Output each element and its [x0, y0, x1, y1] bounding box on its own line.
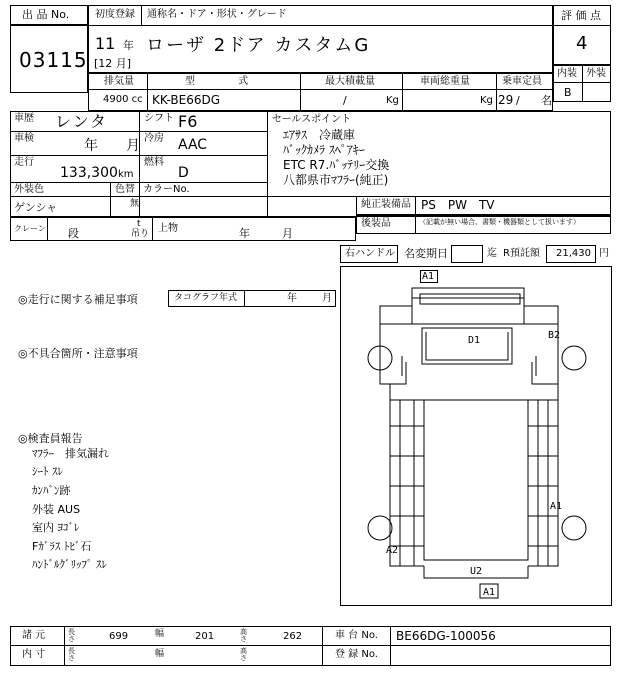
- inspection-value: 年 月: [84, 138, 140, 154]
- in-width-label: 幅: [155, 649, 165, 659]
- registration-label: 登 録 No.: [335, 649, 378, 660]
- interior-label: 内装: [557, 68, 577, 79]
- model-value: KK-BE66DG: [152, 93, 221, 107]
- footer-hdiv: [10, 645, 611, 646]
- first-reg-month: [12 月]: [94, 57, 132, 70]
- driving-notes-label: ◎走行に関する補足事項: [18, 293, 138, 306]
- name-divider: [88, 25, 553, 26]
- color-value: ゲンシャ: [14, 201, 58, 214]
- fuel-label: 燃料: [144, 157, 164, 168]
- mark-d1: D1: [468, 335, 481, 346]
- rear-left-wheel: [368, 516, 392, 540]
- chassis-value: BE66DG-100056: [396, 629, 496, 643]
- mark-a2: A2: [386, 545, 399, 556]
- ac-value: AAC: [178, 137, 208, 153]
- lot-number: 03115: [19, 48, 88, 72]
- first-reg-year: 11: [95, 34, 116, 53]
- recycle-label: R預託額: [503, 248, 540, 259]
- sub-score-vdivider: [582, 65, 583, 102]
- side-panels: [390, 384, 558, 566]
- lot-label: 出 品 No.: [22, 8, 70, 21]
- shift-value: F6: [178, 112, 198, 131]
- capacity-sep: /: [516, 94, 520, 107]
- upper-month: 月: [282, 227, 293, 240]
- tacho-month: 月: [322, 293, 332, 304]
- footer-vdiv-2: [322, 626, 323, 666]
- crane-row: [10, 217, 356, 241]
- inspector-item-6: Fｶﾞﾗｽ ﾄﾋﾞ石: [32, 540, 92, 553]
- sales-point-1: ｴｱｻｽ 冷蔵庫: [283, 128, 356, 142]
- exterior-label: 外装: [586, 68, 606, 79]
- score-label: 評 価 点: [561, 9, 601, 22]
- front-pillars: [412, 306, 524, 324]
- mileage-label: 走行: [14, 157, 34, 168]
- details-hdiv-1: [10, 131, 267, 132]
- width-label: 幅: [155, 629, 165, 639]
- spec-vdiv-1: [147, 73, 148, 111]
- name-label: 通称名・ドア・形状・グレード: [147, 9, 287, 20]
- length-label: 長さ: [68, 628, 75, 643]
- height-value: 262: [283, 631, 303, 642]
- footer-vdiv-1: [64, 626, 65, 666]
- crane-lift-t: t: [137, 219, 141, 229]
- capacity-value: 29: [498, 93, 514, 107]
- color-vdiv2: [139, 182, 140, 217]
- front-body-outline: [380, 298, 558, 324]
- spec-vdiv-4: [496, 73, 497, 111]
- front-grille: [420, 294, 520, 304]
- score-divider: [553, 25, 611, 26]
- mileage-value: 133,300: [60, 165, 118, 181]
- rear-right-wheel: [562, 516, 586, 540]
- chassis-label: 車 台 No.: [335, 630, 378, 641]
- details-hdiv-2: [10, 155, 267, 156]
- windshield: [422, 328, 512, 364]
- interior-score: B: [564, 86, 572, 99]
- fuel-value: D: [178, 165, 189, 181]
- sales-point-2: ﾊﾞｯｸｶﾒﾗ ｽﾍﾟｱｷｰ: [283, 143, 365, 157]
- mark-a1-front: A1: [422, 271, 435, 282]
- first-reg-label: 初度登録: [95, 9, 135, 20]
- aftermarket-label: 後装品: [361, 218, 391, 229]
- color-vdiv: [110, 182, 111, 217]
- tacho-vdiv: [244, 290, 245, 307]
- footer-vdiv-3: [390, 626, 391, 666]
- genuine-label: 純正装備品: [361, 199, 411, 210]
- inspector-label: ◎検査員報告: [18, 432, 83, 445]
- color-change-label: 色替: [115, 184, 135, 195]
- sales-points-label: セールスポイント: [272, 114, 352, 125]
- inspector-item-5: 室内 ﾖｺﾞﾚ: [32, 521, 80, 534]
- inspector-item-4: 外装 AUS: [32, 503, 81, 516]
- gross-weight-label: 車両総重量: [420, 76, 470, 87]
- ac-label: 冷房: [144, 133, 164, 144]
- history-label: 車歴: [14, 113, 34, 124]
- crane-stage: 段: [68, 227, 79, 240]
- model-name: ローザ 2ドア カスタムG: [146, 35, 371, 56]
- mark-u2: U2: [470, 566, 483, 577]
- color-change-mark: 無: [130, 199, 140, 209]
- score-value: 4: [576, 33, 588, 54]
- crane-label: クレーン: [14, 224, 46, 233]
- odometer-mark: 迄: [487, 248, 497, 259]
- defects-label: ◎不具合箇所・注意事項: [18, 347, 138, 360]
- name-change-label: 名変期日: [404, 247, 448, 260]
- roof-panel: [424, 400, 528, 560]
- side-stripes: [400, 400, 548, 566]
- sales-point-4: 八都県市ﾏﾌﾗｰ(純正): [283, 173, 389, 187]
- recycle-unit: 円: [599, 248, 609, 259]
- mark-a1-side: A1: [550, 501, 563, 512]
- tacho-year: 年: [287, 293, 297, 304]
- inspection-label: 車検: [14, 133, 34, 144]
- name-change-box: [451, 245, 483, 263]
- details-vdiv-right: [267, 111, 268, 217]
- front-bumper: [412, 288, 524, 298]
- displacement-value: 4900 cc: [103, 94, 143, 105]
- crane-vdiv2: [152, 217, 153, 241]
- max-load-unit: Kg: [386, 95, 399, 106]
- drive-side-label: 右ハンドル: [345, 248, 395, 259]
- inspector-item-2: ｼｰﾄ ｽﾚ: [32, 465, 63, 478]
- crane-vdiv: [47, 217, 48, 241]
- first-reg-divider: [141, 5, 142, 25]
- in-height-label: 高さ: [240, 647, 247, 662]
- inspector-item-7: ﾊﾝﾄﾞﾙｸﾞﾘｯﾌﾟ ｽﾚ: [32, 558, 107, 571]
- in-length-label: 長さ: [68, 647, 75, 662]
- history-value: レンタ: [55, 112, 108, 131]
- color-no-label: カラーNo.: [143, 184, 190, 195]
- front-sides: [380, 324, 561, 384]
- specs-label: 諸 元: [22, 630, 46, 641]
- footer-table: [10, 626, 611, 666]
- tacho-label: タコグラフ年式: [174, 293, 238, 303]
- displacement-label: 排気量: [104, 76, 134, 87]
- interior-dims-label: 内 寸: [22, 649, 46, 660]
- year-unit: 年: [123, 39, 134, 52]
- mark-b2: B2: [548, 330, 561, 341]
- length-value: 699: [109, 631, 129, 642]
- max-load-value: /: [343, 94, 347, 107]
- max-load-label: 最大積載量: [325, 76, 375, 87]
- aftermarket-note: （記載が無い場合、書類・機器類として扱います）: [419, 218, 580, 226]
- width-value: 201: [195, 631, 215, 642]
- shift-label: シフト: [144, 113, 174, 124]
- spec-vdiv-2: [300, 73, 301, 111]
- vehicle-diagram: [340, 266, 612, 606]
- windshield-inner: [426, 332, 508, 360]
- upper-label: 上物: [158, 223, 178, 234]
- genuine-value: PS PW TV: [421, 198, 495, 212]
- sales-point-3: ETC R7.ﾊﾞｯﾃﾘｰ交換: [283, 158, 390, 172]
- capacity-label: 乗車定員: [502, 76, 542, 87]
- height-label: 高さ: [240, 628, 247, 643]
- crane-lift: 吊り: [131, 229, 150, 239]
- inspector-item-3: ｶﾝﾊﾞﾝ跡: [32, 484, 71, 497]
- front-right-wheel: [562, 346, 586, 370]
- upper-year: 年: [239, 227, 250, 240]
- mileage-unit: km: [118, 169, 134, 180]
- gross-weight-unit: Kg: [480, 95, 493, 106]
- capacity-unit: 名: [541, 94, 552, 107]
- spec-row-divider: [88, 89, 553, 90]
- color-label: 外装色: [14, 184, 44, 195]
- spec-vdiv-3: [402, 73, 403, 111]
- inspector-item-1: ﾏﾌﾗｰ 排気漏れ: [32, 447, 109, 460]
- model-label: 型 式: [185, 76, 249, 87]
- mark-a1-rear: A1: [483, 587, 496, 598]
- recycle-value: 21,430: [556, 248, 591, 259]
